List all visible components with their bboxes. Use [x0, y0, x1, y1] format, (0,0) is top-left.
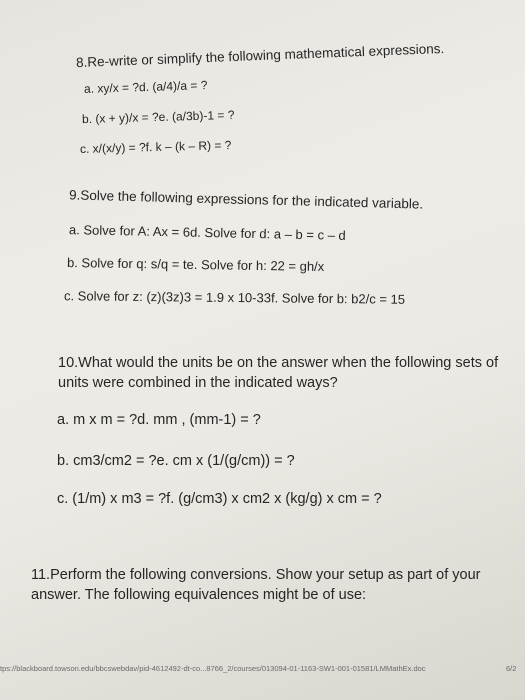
question-10-title-line2: units were combined in the indicated ways?	[58, 375, 338, 391]
question-10-item-c: c. (1/m) x m3 = ?f. (g/cm3) x cm2 x (kg/g) x cm = ?	[57, 491, 382, 507]
question-9-title: 9.Solve the following expressions for the indicated variable.	[68, 187, 424, 212]
question-10-title-line1: 10.What would the units be on the answer when the following sets of	[58, 355, 499, 371]
question-9-item-c: c. Solve for z: (z)(3z)3 = 1.9 x 10-33f. Solve for b: b2/c = 15	[63, 288, 406, 307]
question-8-item-c: c. x/(x/y) = ?f. k – (k – R) = ?	[79, 138, 232, 156]
footer-page-number: 6/2	[506, 664, 517, 673]
footer-url: tps://blackboard.towson.edu/bbcswebdav/pid-4612492-dt-co...8766_2/courses/013094-01-1163-SW1-001-01581/LMMathEx.doc	[0, 664, 426, 673]
question-11-title-line1: 11.Perform the following conversions. Show your setup as part of your	[31, 567, 481, 583]
question-8-title: 8.Re-write or simplify the following mathematical expressions.	[75, 40, 445, 71]
question-10-item-b: b. cm3/cm2 = ?e. cm x (1/(g/cm)) = ?	[57, 453, 295, 469]
question-8-item-a: a. xy/x = ?d. (a/4)/a = ?	[83, 78, 208, 96]
question-9-item-a: a. Solve for A: Ax = 6d. Solve for d: a – b = c – d	[68, 222, 346, 243]
question-9-item-b: b. Solve for q: s/q = te. Solve for h: 22 = gh/x	[66, 254, 325, 275]
question-8-item-b: b. (x + y)/x = ?e. (a/3b)-1 = ?	[81, 107, 235, 127]
question-11-title-line2: answer. The following equivalences might be of use:	[31, 587, 367, 603]
question-10-item-a: a. m x m = ?d. mm , (mm-1) = ?	[57, 412, 261, 428]
